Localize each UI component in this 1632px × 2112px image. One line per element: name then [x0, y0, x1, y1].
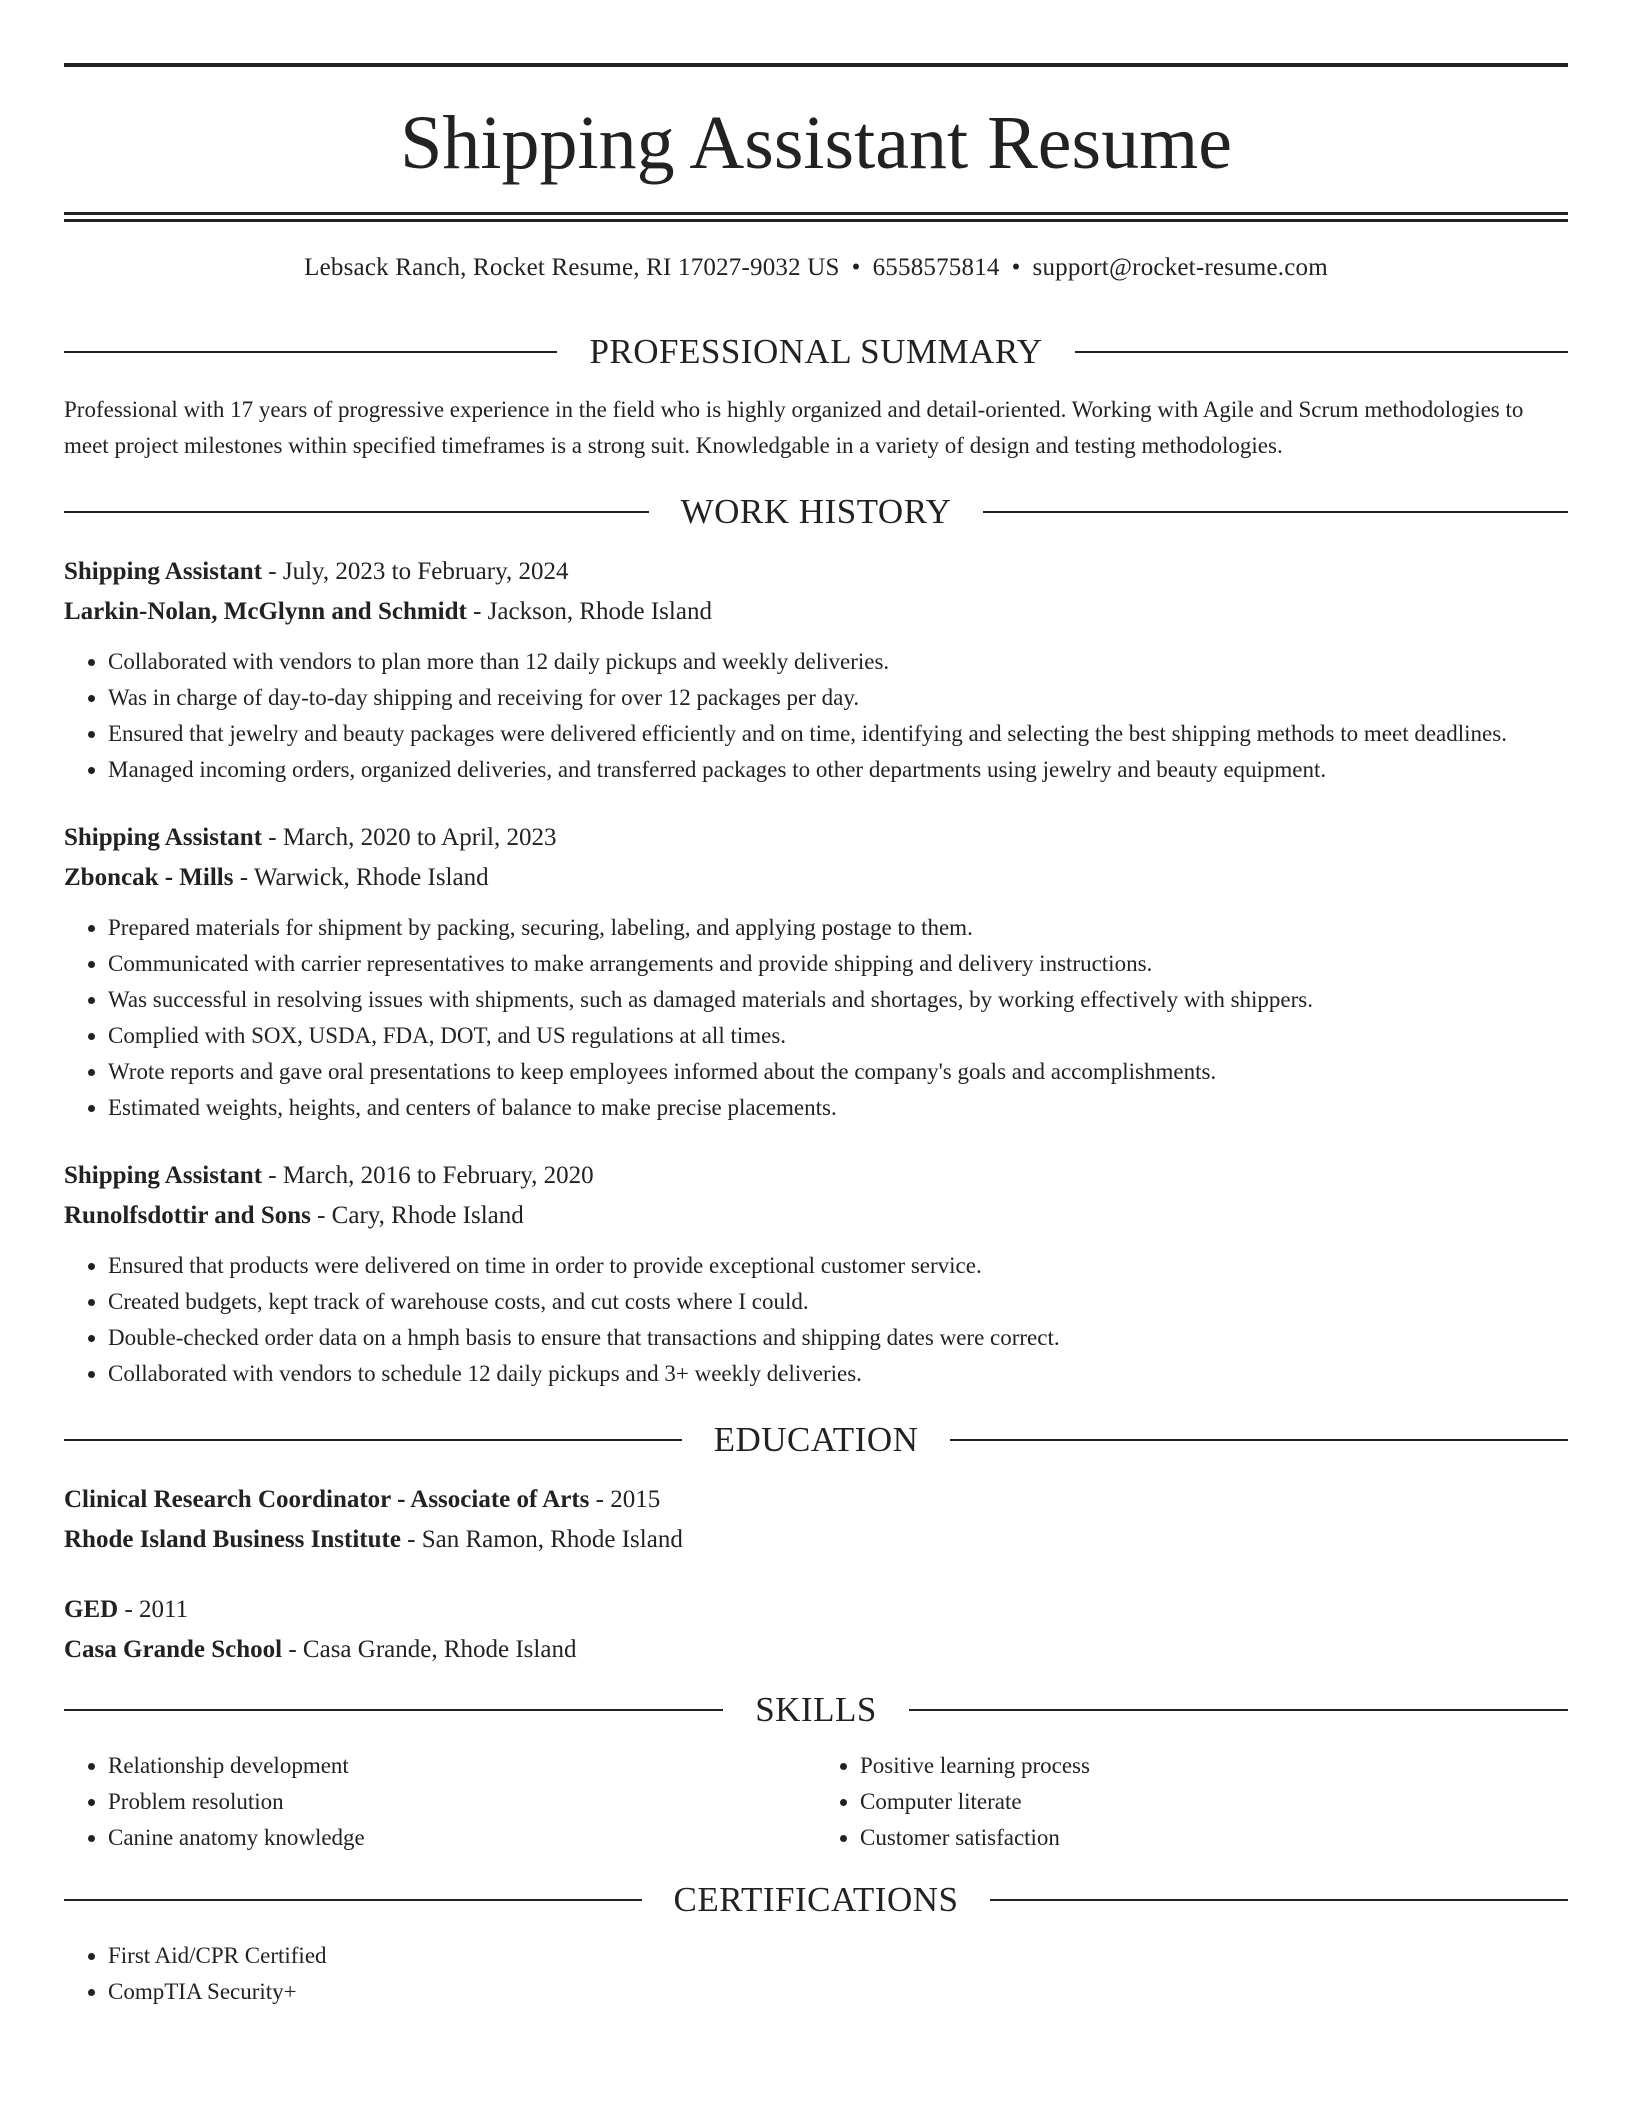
skills-column-right: [816, 1748, 1568, 1856]
heading-rule-left: [64, 351, 557, 353]
list-item: • Relationship development: [108, 1748, 816, 1784]
contact-address: Lebsack Ranch, Rocket Resume, RI 17027-9032 US: [304, 254, 840, 281]
section-heading-summary: [64, 332, 1568, 372]
contact-separator: •: [851, 254, 861, 281]
job-company: Zboncak - Mills: [64, 864, 234, 891]
job-company-line: [64, 858, 1568, 898]
list-item: • Ensured that products were delivered on time in order to provide exceptional customer service.: [108, 1248, 1568, 1284]
section-title: EDUCATION: [713, 1420, 919, 1459]
list-item: • Complied with SOX, USDA, FDA, DOT, and US regulations at all times.: [108, 1018, 1568, 1054]
skills-grid: [64, 1748, 1568, 1856]
list-item: • Ensured that jewelry and beauty packages were delivered efficiently and on time, identifying and selecting the best shipping methods to meet deadlines.: [108, 716, 1568, 752]
top-rule: [64, 63, 1568, 67]
education-school: Casa Grande School: [64, 1636, 283, 1663]
section-heading-work-history: [64, 492, 1568, 532]
job-company: Runolfsdottir and Sons: [64, 1202, 311, 1229]
education-school-line: [64, 1520, 1568, 1560]
education-entry: [64, 1590, 1568, 1670]
education-entry: [64, 1480, 1568, 1560]
job-title: Shipping Assistant: [64, 824, 263, 851]
certifications-list: [64, 1938, 1568, 2010]
job-dates: - July, 2023 to February, 2024: [262, 558, 569, 585]
section-title: CERTIFICATIONS: [673, 1880, 959, 1919]
job-title-line: [64, 818, 1568, 858]
education-degree-line: [64, 1480, 1568, 1520]
section-heading-skills: [64, 1690, 1568, 1730]
job-entry: [64, 1156, 1568, 1392]
contact-line: [64, 254, 1568, 288]
list-item: • Created budgets, kept track of warehouse costs, and cut costs where I could.: [108, 1284, 1568, 1320]
list-item: • Estimated weights, heights, and centers of balance to make precise placements.: [108, 1090, 1568, 1126]
heading-rule-right: [950, 1439, 1568, 1441]
education-school: Rhode Island Business Institute: [64, 1526, 401, 1553]
heading-rule-right: [983, 511, 1568, 513]
job-company-line: [64, 592, 1568, 632]
list-item: • Canine anatomy knowledge: [108, 1820, 816, 1856]
education-location: - San Ramon, Rhode Island: [400, 1526, 683, 1553]
section-title: WORK HISTORY: [680, 492, 952, 531]
heading-rule-left: [64, 511, 649, 513]
job-entry: [64, 552, 1568, 788]
job-location: - Jackson, Rhode Island: [466, 598, 712, 625]
education-year: - 2011: [118, 1596, 189, 1623]
job-title-line: [64, 552, 1568, 592]
job-dates: - March, 2020 to April, 2023: [262, 824, 557, 851]
job-company: Larkin-Nolan, McGlynn and Schmidt: [64, 598, 467, 625]
section-heading-certifications: [64, 1880, 1568, 1920]
section-title: PROFESSIONAL SUMMARY: [589, 332, 1043, 371]
list-item: • Customer satisfaction: [860, 1820, 1568, 1856]
heading-rule-left: [64, 1709, 723, 1711]
title-double-rule: [64, 212, 1568, 222]
contact-email: support@rocket-resume.com: [1032, 254, 1328, 281]
heading-rule-left: [64, 1439, 682, 1441]
list-item: • Positive learning process: [860, 1748, 1568, 1784]
section-title: SKILLS: [755, 1690, 877, 1729]
list-item: • First Aid/CPR Certified: [108, 1938, 1568, 1974]
heading-rule-right: [1075, 351, 1568, 353]
job-bullets: [64, 644, 1568, 788]
summary-text: Professional with 17 years of progressive experience in the field who is highly organized and detail-oriented. Working with Agile and Scrum methodologies to meet project milestones within specified timeframes is a strong suit. Knowledgable in a variety of design and testing methodologies.: [64, 397, 1524, 458]
list-item: • Managed incoming orders, organized deliveries, and transferred packages to other departments using jewelry and beauty equipment.: [108, 752, 1568, 788]
job-dates: - March, 2016 to February, 2020: [262, 1162, 594, 1189]
job-bullets: [64, 910, 1568, 1126]
list-item: • Collaborated with vendors to plan more than 12 daily pickups and weekly deliveries.: [108, 644, 1568, 680]
education-location: - Casa Grande, Rhode Island: [282, 1636, 577, 1663]
job-title: Shipping Assistant: [64, 558, 263, 585]
job-location: - Cary, Rhode Island: [310, 1202, 524, 1229]
education-school-line: [64, 1630, 1568, 1670]
list-item: • Problem resolution: [108, 1784, 816, 1820]
section-heading-education: [64, 1420, 1568, 1460]
job-title: Shipping Assistant: [64, 1162, 263, 1189]
list-item: • Wrote reports and gave oral presentations to keep employees informed about the company's goals and accomplishments.: [108, 1054, 1568, 1090]
heading-rule-right: [990, 1899, 1568, 1901]
list-item: • Computer literate: [860, 1784, 1568, 1820]
education-degree-line: [64, 1590, 1568, 1630]
contact-separator: •: [1011, 254, 1021, 281]
job-entry: [64, 818, 1568, 1126]
list-item: • Double-checked order data on a hmph basis to ensure that transactions and shipping dates were correct.: [108, 1320, 1568, 1356]
work-history-list: [64, 552, 1568, 1392]
job-company-line: [64, 1196, 1568, 1236]
education-degree: Clinical Research Coordinator - Associate of Arts: [64, 1486, 590, 1513]
heading-rule-right: [909, 1709, 1568, 1711]
list-item: • CompTIA Security+: [108, 1974, 1568, 2010]
job-location: - Warwick, Rhode Island: [233, 864, 489, 891]
page-title: Shipping Assistant Resume: [400, 101, 1232, 185]
education-year: - 2015: [589, 1486, 661, 1513]
contact-phone: 6558575814: [872, 254, 1000, 281]
list-item: • Was in charge of day-to-day shipping and receiving for over 12 packages per day.: [108, 680, 1568, 716]
heading-rule-left: [64, 1899, 642, 1901]
education-degree: GED: [64, 1596, 119, 1623]
list-item: • Was successful in resolving issues with shipments, such as damaged materials and shortages, by working effectively with shippers.: [108, 982, 1568, 1018]
list-item: • Collaborated with vendors to schedule 12 daily pickups and 3+ weekly deliveries.: [108, 1356, 1568, 1392]
skills-column-left: [64, 1748, 816, 1856]
list-item: • Communicated with carrier representatives to make arrangements and provide shipping and delivery instructions.: [108, 946, 1568, 982]
job-title-line: [64, 1156, 1568, 1196]
job-bullets: [64, 1248, 1568, 1392]
list-item: • Prepared materials for shipment by packing, securing, labeling, and applying postage to them.: [108, 910, 1568, 946]
